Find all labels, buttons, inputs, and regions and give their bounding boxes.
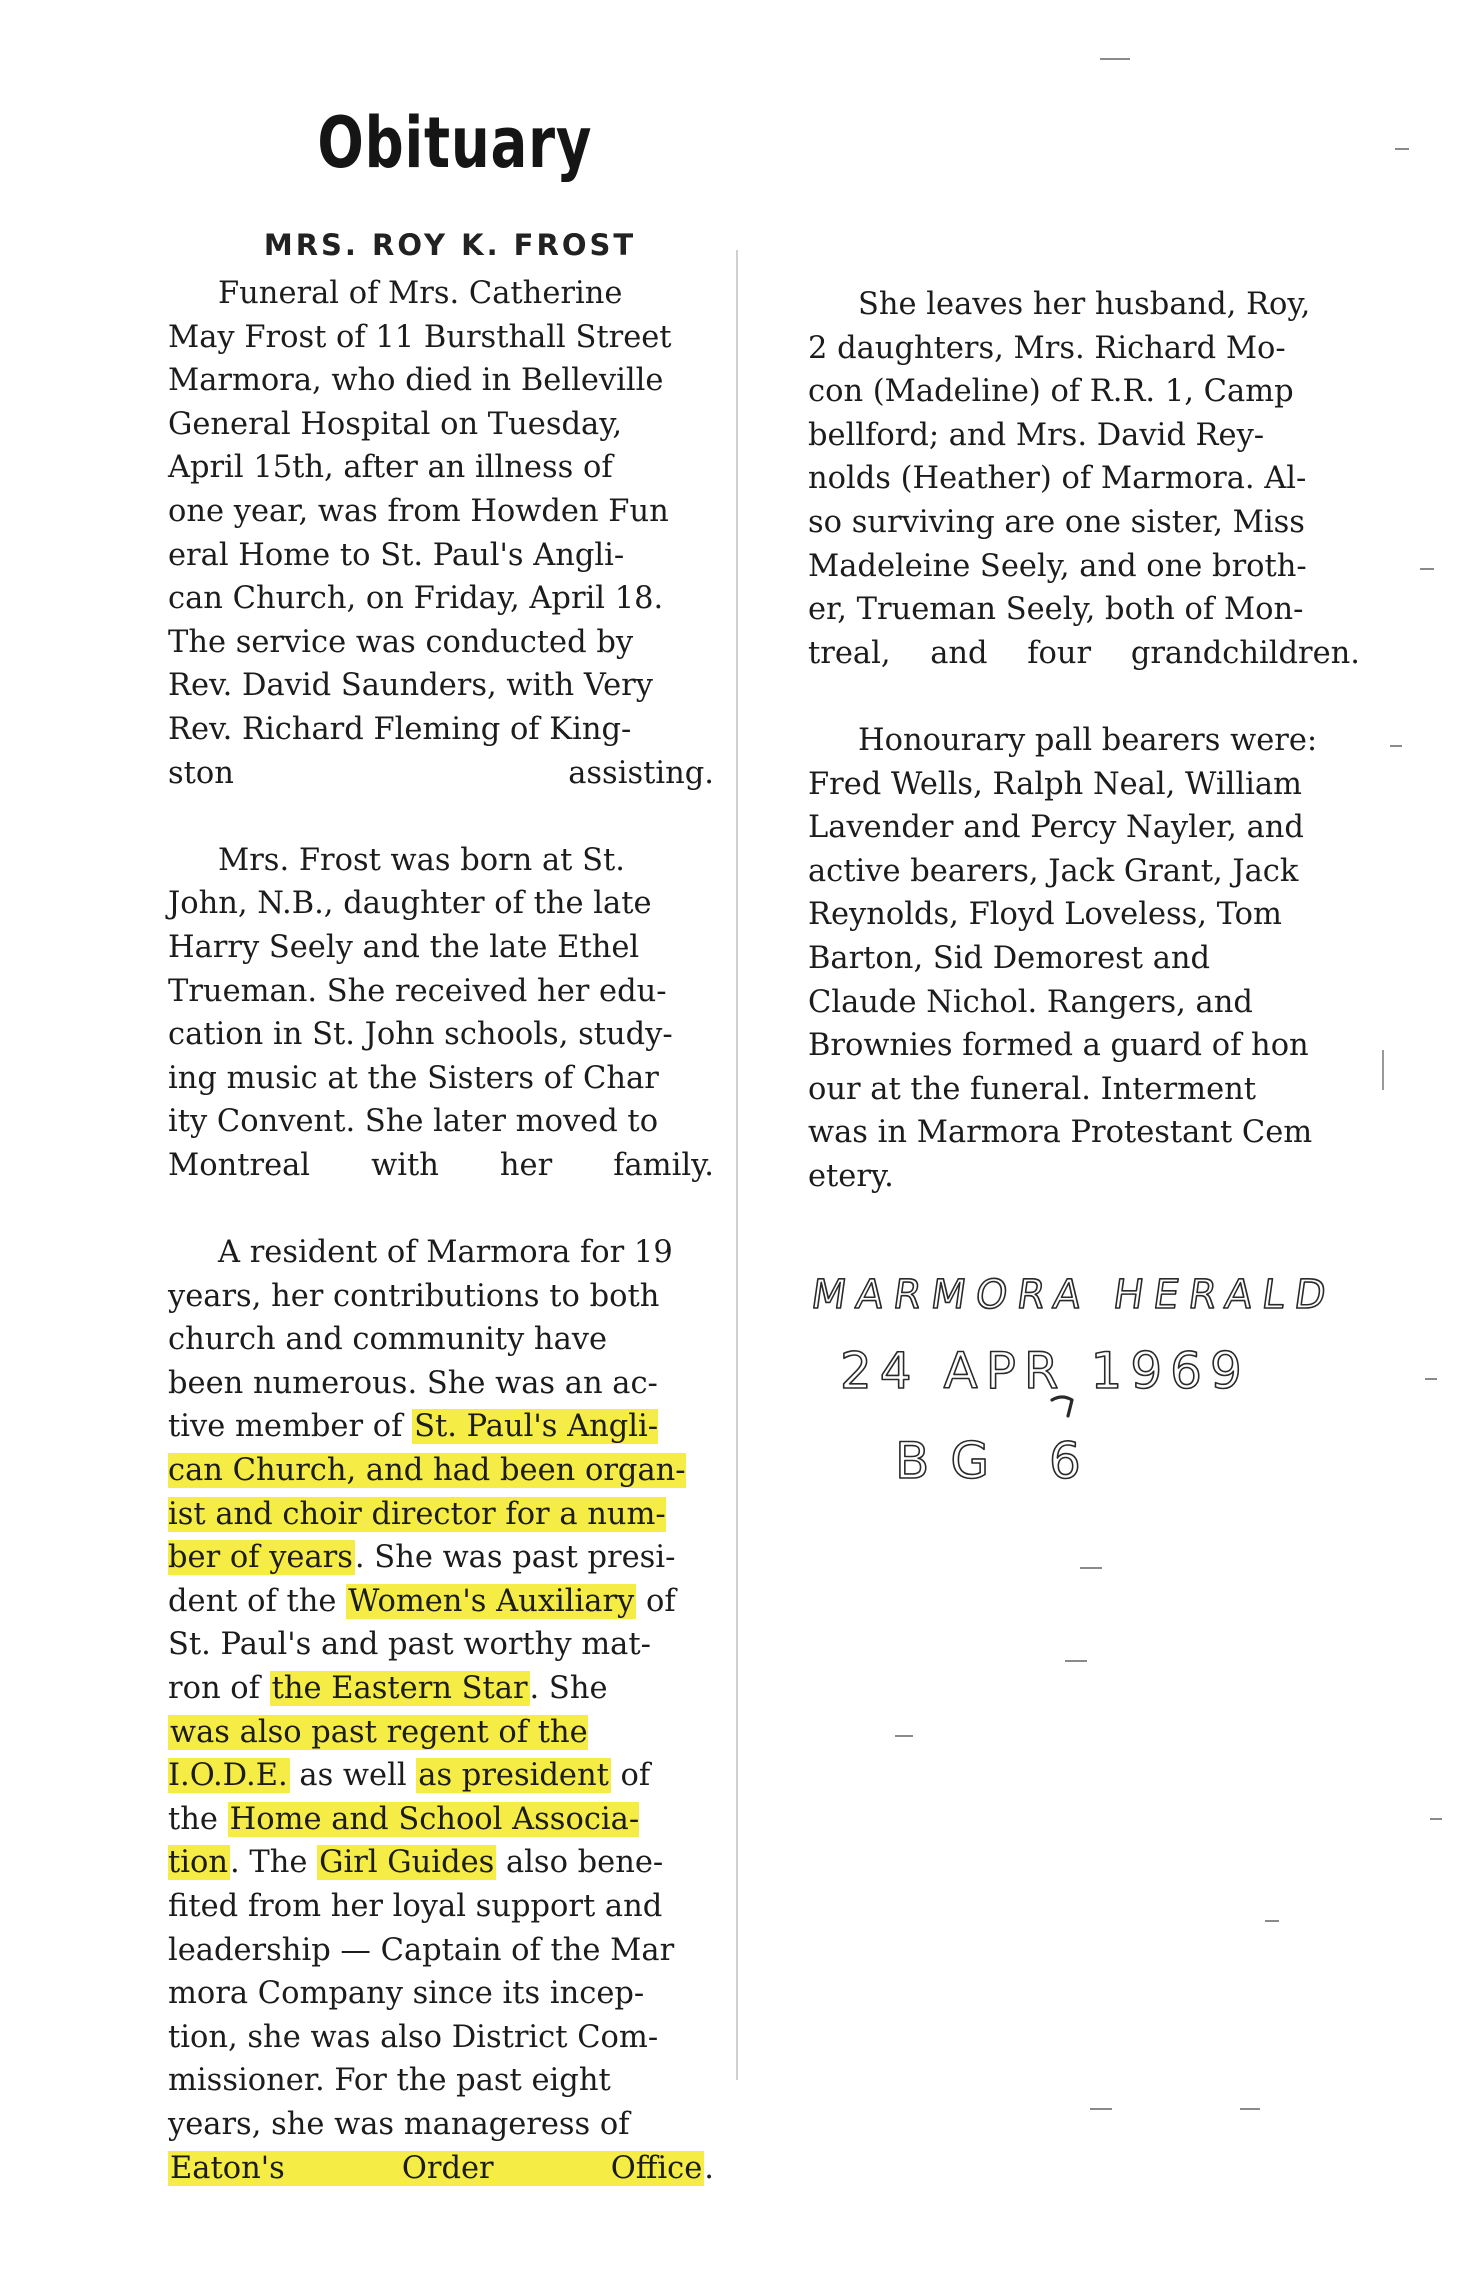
text-run: as well	[289, 1758, 417, 1794]
article-paragraph: She leaves her husband, Roy, 2 daughters, Mrs. Richard Mo- con (Madeline) of R.R. 1, Camp bellford; and Mrs. David Rey- nolds (Heather) of Marmora. Al- so surviving are one sister, Miss Madeleine Seely, and one broth- er, Trueman Seely, both of Mon- treal, and four grandchildren.	[808, 287, 1360, 671]
highlighted-text: was also past regent of the I.O.D.E.	[168, 1714, 588, 1794]
handwriting-line: BG 6	[895, 1432, 1103, 1490]
edge-mark	[1100, 58, 1130, 60]
text-run: of St. Paul's and past worthy mat- ron of	[168, 1583, 676, 1706]
edge-mark	[1420, 568, 1434, 570]
handwriting-line: MARMORA HERALD	[808, 1272, 1339, 1318]
article-paragraph: Honourary pall bearers were: Fred Wells, Ralph Neal, William Lavender and Percy Nayler, and active bearers, Jack Grant, Jack Reynolds, Floyd Loveless, Tom Barton, Sid Demorest and Claude Nichol. Rangers, and Brownies formed a guard of hon our at the funeral. Interment was in Marmora Protestant Cem etery.	[808, 722, 1318, 1194]
text-run: . The	[230, 1845, 318, 1881]
edge-mark	[1430, 1818, 1442, 1820]
edge-mark	[1395, 148, 1409, 150]
highlighted-text: Women's Auxiliary	[348, 1583, 635, 1619]
article-paragraph: Funeral of Mrs. Catherine May Frost of 11 Bursthall Street Marmora, who died in Belleville General Hospital on Tuesday, April 15th, after an illness of one year, was from Howden Fun eral Home to St. Paul's Angli- can Church, on Friday, April 18. The service was conducted by Rev. David Saunders, with Very Rev. Richard Fleming of King- ston assisting.	[168, 276, 714, 791]
edge-mark	[1090, 2108, 1112, 2110]
article-paragraph-highlighted	[168, 1231, 714, 2234]
article-column-right	[808, 283, 1360, 1242]
highlighted-text: Girl Guides	[319, 1845, 495, 1881]
text-run: . She was past presi- dent of the	[168, 1540, 676, 1619]
text-run: A resident of Marmora for 19 years, her contributions to both church and community have been numerous. She was an ac- tive member of	[168, 1235, 673, 1445]
text-run: . She	[529, 1671, 608, 1706]
highlighted-text: the Eastern Star	[271, 1671, 528, 1706]
edge-mark	[1382, 1050, 1384, 1090]
handwriting-line: 24 APR 1969	[840, 1342, 1250, 1400]
text-run: also bene- fited from her loyal support and leadership — Captain of the Mar mora Company since its incep- tion, she was also District Com- missioner. For the past eight years, she was manageress of	[168, 1845, 675, 2142]
edge-mark	[1240, 2108, 1260, 2110]
edge-mark	[1390, 745, 1402, 747]
edge-mark	[1265, 1920, 1279, 1922]
section-masthead: Obituary	[317, 102, 593, 184]
article-paragraph: Mrs. Frost was born at St. John, N.B., daughter of the late Harry Seely and the late Ethel Trueman. She received her edu- cation in St. John schools, study- ing music at the Sisters of Char ity Convent. She later moved to Montreal with her family.	[168, 842, 714, 1183]
highlighted-text: Eaton's Order Office	[170, 2150, 703, 2186]
obituary-headline: MRS. ROY K. FROST	[263, 228, 637, 262]
edge-mark	[1080, 1567, 1102, 1569]
edge-mark	[1425, 1378, 1437, 1380]
handwritten-source-note	[800, 1250, 1400, 1510]
text-run: of the	[168, 1758, 651, 1837]
edge-mark	[1065, 1660, 1087, 1662]
highlighted-text: as president	[418, 1758, 609, 1794]
article-column-left	[168, 272, 714, 2234]
column-divider	[736, 250, 738, 2080]
edge-mark	[895, 1735, 913, 1737]
highlighted-text: St. Paul's Angli- can Church, and had been organ- ist and choir director for a num- ber of years	[168, 1409, 686, 1576]
text-run: .	[704, 2150, 714, 2186]
highlighted-text: Home and School Associa- tion	[168, 1801, 640, 1881]
